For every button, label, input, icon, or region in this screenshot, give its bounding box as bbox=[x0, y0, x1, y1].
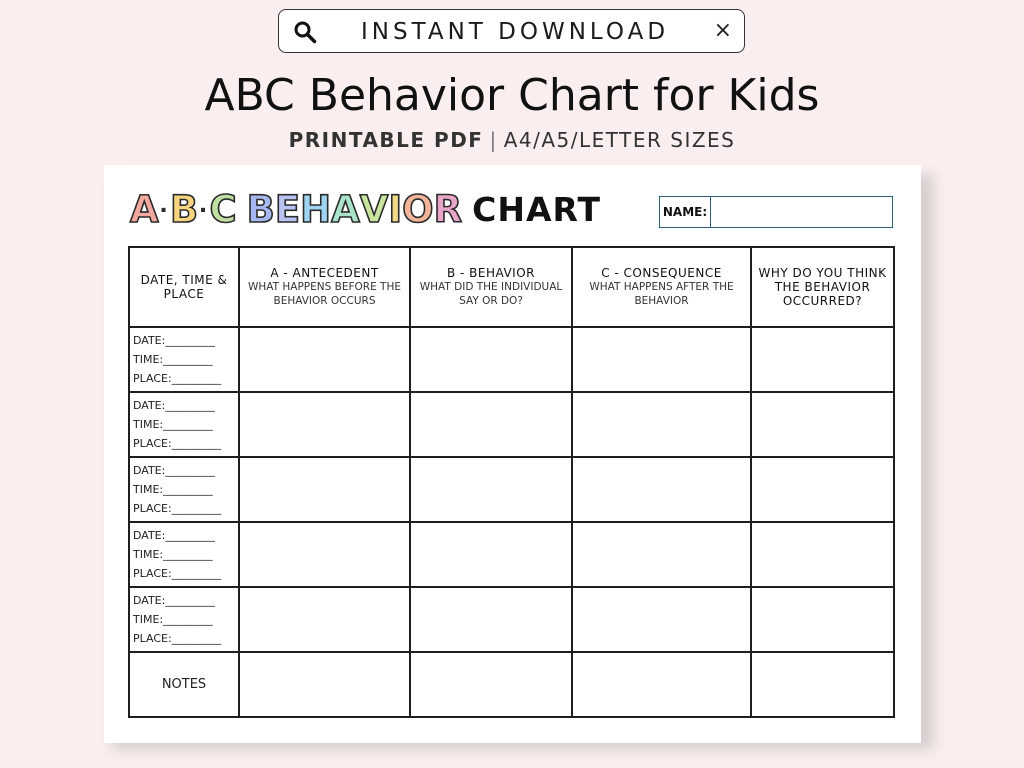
notes-cell[interactable] bbox=[572, 652, 751, 717]
subtitle-format: PRINTABLE PDF bbox=[288, 128, 484, 152]
logo-letter-a: A bbox=[130, 188, 159, 231]
behavior-cell[interactable] bbox=[410, 457, 572, 522]
abc-behavior-chart-logo bbox=[130, 188, 601, 232]
logo-chart-word: CHART bbox=[472, 190, 601, 229]
behavior-cell[interactable] bbox=[410, 392, 572, 457]
row-date-time-place[interactable]: DATE:_________ TIME:_________ PLACE:_________ bbox=[129, 327, 239, 392]
behavior-cell[interactable] bbox=[410, 587, 572, 652]
why-cell[interactable] bbox=[751, 587, 894, 652]
header-antecedent: A - ANTECEDENT WHAT HAPPENS BEFORE THE BEHAVIOR OCCURS bbox=[239, 247, 410, 327]
antecedent-cell[interactable] bbox=[239, 327, 410, 392]
abc-chart-table bbox=[128, 246, 895, 718]
why-cell[interactable] bbox=[751, 457, 894, 522]
header-consequence: C - CONSEQUENCE WHAT HAPPENS AFTER THE BEHAVIOR bbox=[572, 247, 751, 327]
page-subtitle bbox=[0, 127, 1024, 153]
logo-dot: · bbox=[199, 194, 209, 225]
table-row bbox=[129, 327, 894, 392]
header-date-time-place: DATE, TIME & PLACE bbox=[129, 247, 239, 327]
antecedent-cell[interactable] bbox=[239, 457, 410, 522]
why-cell[interactable] bbox=[751, 522, 894, 587]
notes-cell[interactable] bbox=[751, 652, 894, 717]
table-row bbox=[129, 587, 894, 652]
logo-behavior-letter: E bbox=[274, 188, 301, 231]
subtitle-sizes: A4/A5/LETTER SIZES bbox=[503, 128, 736, 152]
row-date-time-place[interactable]: DATE:_________ TIME:_________ PLACE:_________ bbox=[129, 587, 239, 652]
antecedent-cell[interactable] bbox=[239, 587, 410, 652]
notes-cell[interactable] bbox=[410, 652, 572, 717]
table-row bbox=[129, 457, 894, 522]
table-row bbox=[129, 392, 894, 457]
close-icon[interactable]: × bbox=[713, 18, 732, 43]
name-field[interactable] bbox=[659, 196, 893, 228]
logo-behavior-letter: A bbox=[331, 188, 360, 231]
antecedent-cell[interactable] bbox=[239, 392, 410, 457]
page-title: ABC Behavior Chart for Kids bbox=[204, 70, 820, 121]
logo-behavior-letter: R bbox=[433, 188, 463, 231]
subtitle-separator: | bbox=[489, 128, 498, 152]
logo-behavior-letter: B bbox=[246, 188, 275, 231]
logo-behavior-letter: H bbox=[300, 188, 332, 231]
notes-row bbox=[129, 652, 894, 717]
why-cell[interactable] bbox=[751, 327, 894, 392]
consequence-cell[interactable] bbox=[572, 457, 751, 522]
header-row bbox=[129, 247, 894, 327]
table-row bbox=[129, 522, 894, 587]
logo-behavior-letter: I bbox=[388, 188, 403, 231]
why-cell[interactable] bbox=[751, 392, 894, 457]
instant-download-pill[interactable] bbox=[278, 9, 745, 53]
antecedent-cell[interactable] bbox=[239, 522, 410, 587]
notes-cell[interactable] bbox=[239, 652, 410, 717]
header-why: WHY DO YOU THINK THE BEHAVIOR OCCURRED? bbox=[751, 247, 894, 327]
search-icon bbox=[293, 20, 317, 44]
consequence-cell[interactable] bbox=[572, 522, 751, 587]
row-date-time-place[interactable]: DATE:_________ TIME:_________ PLACE:_________ bbox=[129, 522, 239, 587]
behavior-cell[interactable] bbox=[410, 327, 572, 392]
logo-dot: · bbox=[159, 194, 169, 225]
logo-behavior-letter: O bbox=[402, 188, 434, 231]
consequence-cell[interactable] bbox=[572, 392, 751, 457]
name-label: NAME: bbox=[660, 197, 711, 227]
logo-letter-b: B bbox=[169, 188, 199, 231]
consequence-cell[interactable] bbox=[572, 587, 751, 652]
logo-letter-c: C bbox=[209, 188, 237, 231]
name-input-area[interactable] bbox=[711, 197, 892, 227]
header-behavior: B - BEHAVIOR WHAT DID THE INDIVIDUAL SAY OR DO? bbox=[410, 247, 572, 327]
row-date-time-place[interactable]: DATE:_________ TIME:_________ PLACE:_________ bbox=[129, 392, 239, 457]
notes-label: NOTES bbox=[129, 652, 239, 717]
behavior-cell[interactable] bbox=[410, 522, 572, 587]
logo-behavior-letter: V bbox=[359, 188, 389, 231]
consequence-cell[interactable] bbox=[572, 327, 751, 392]
row-date-time-place[interactable]: DATE:_________ TIME:_________ PLACE:_________ bbox=[129, 457, 239, 522]
instant-download-text: INSTANT DOWNLOAD bbox=[361, 19, 670, 45]
